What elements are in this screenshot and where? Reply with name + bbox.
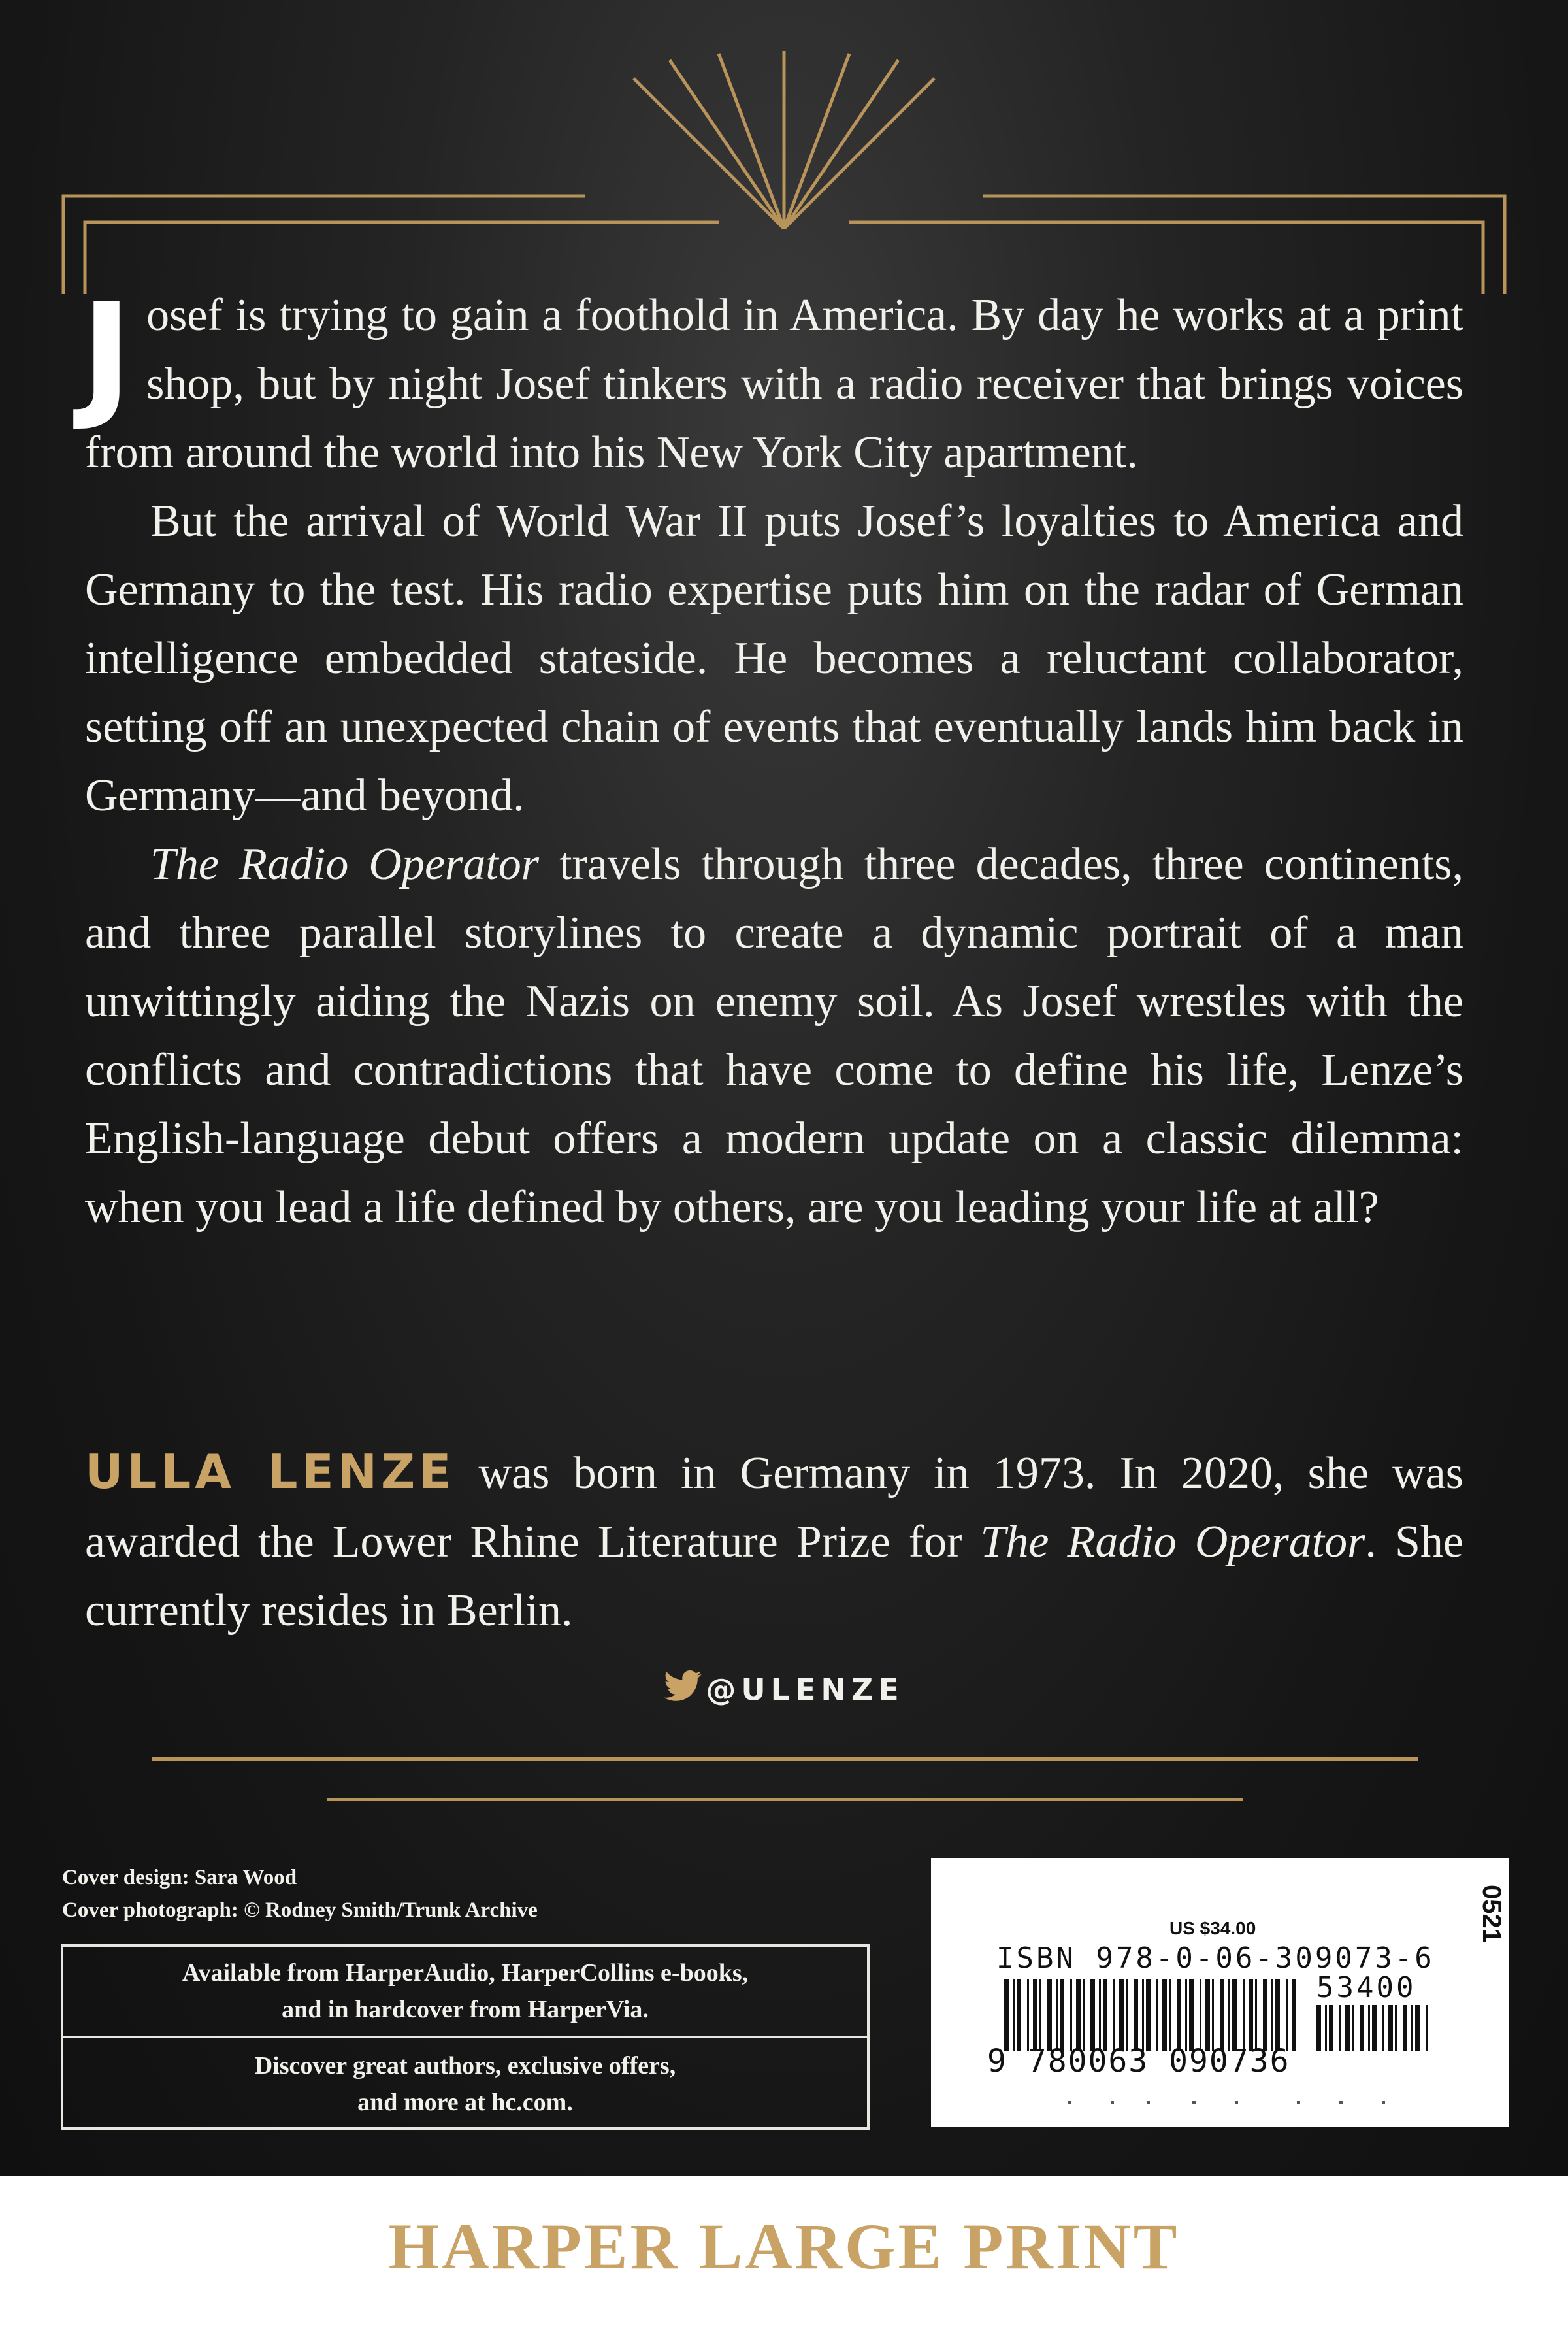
twitter-bird-icon [664, 1670, 702, 1709]
isbn-barcode-bars [1004, 1979, 1296, 2051]
blurb-paragraph-1 [81, 274, 1463, 487]
fan-ray-5 [784, 54, 849, 229]
blurb-paragraph-2: But the arrival of World War II puts Josef’s loyalties to America and Germany to the test. His radio expertise puts him on the radar of German intelligence embedded stateside. He becomes a reluctant collaborator, setting off an unexpected chain of events that eventually lands him back in Germany—and beyond. [85, 496, 1463, 821]
discover-cell [63, 2036, 867, 2130]
discover-line-2: and more at hc.com. [357, 2089, 573, 2116]
barcode-graphic [931, 1858, 1509, 2127]
availability-cell [63, 1947, 867, 2036]
fan-ray-1 [634, 78, 784, 229]
availability-box [61, 1944, 870, 2130]
cover-design-credit: Cover design: Sara Wood [62, 1866, 297, 1889]
imprint-title: HARPER LARGE PRINT [388, 2210, 1180, 2283]
drop-cap: J [81, 274, 133, 434]
cover-photo-credit: Cover photograph: © Rodney Smith/Trunk Archive [62, 1898, 538, 1922]
vertical-code: 0521 [1477, 1884, 1506, 1943]
divider-upper [152, 1757, 1418, 1761]
fan-ray-6 [784, 60, 898, 229]
author-bio-text-1: was born in Germany in 1973. In 2020, she was awarded the Lower Rhine Literature Prize for [85, 1448, 1463, 1567]
availability-line-1: Available from HarperAudio, HarperCollins e-books, [182, 1959, 749, 1987]
availability-line-2: and in hardcover from HarperVia. [282, 1996, 649, 2023]
author-name: ULLA LENZE [85, 1444, 455, 1499]
left-frame-outer [63, 196, 585, 294]
art-deco-ornament [0, 0, 1568, 301]
price-label: US $34.00 [1169, 1918, 1256, 1938]
author-bio-book-title: The Radio Operator [980, 1517, 1365, 1567]
price-barcode-bars [1316, 2005, 1428, 2051]
author-bio [85, 1438, 1463, 1645]
ean-digits: 9 780063 090736 [987, 2043, 1290, 2079]
blurb-paragraph-3 [85, 830, 1463, 1242]
right-frame-outer [983, 196, 1505, 294]
cover-credits [62, 1861, 538, 1927]
fan-ray-7 [784, 78, 934, 229]
isbn-label: ISBN 978-0-06-309073-6 [996, 1942, 1435, 1975]
divider-lower [327, 1798, 1243, 1801]
barcode-panel [931, 1858, 1509, 2127]
fan-ray-3 [719, 54, 784, 229]
twitter-handle: @ULENZE [706, 1672, 904, 1708]
barcode-footer-ticks [1068, 2101, 1385, 2104]
twitter-handle-line [0, 1670, 1568, 1709]
discover-line-1: Discover great authors, exclusive offers, [254, 2052, 676, 2079]
fan-ray-2 [670, 60, 784, 229]
book-title-italic: The Radio Operator [150, 839, 539, 889]
book-description [81, 274, 1464, 1242]
blurb-paragraph-3-text: travels through three decades, three continents, and three parallel storylines to create a dynamic portrait of a man unwittingly aiding the Nazis on enemy soil. As Josef wrestles with the conflicts and contradictions that have come to define his life, Lenze’s English-language debut offers a modern update on a classic dilemma: when you lead a life defined by others, are you leading your life at all? [85, 839, 1464, 1233]
blurb-paragraph-1-text: osef is trying to gain a foothold in America. By day he works at a print shop, but by night Josef tinkers with a radio receiver that brings voices from around the world into his New York City apartment. [85, 290, 1463, 478]
price-code-label: 53400 [1316, 1971, 1416, 2004]
author-bio-text-2: . She currently resides in Berlin. [85, 1517, 1463, 1636]
